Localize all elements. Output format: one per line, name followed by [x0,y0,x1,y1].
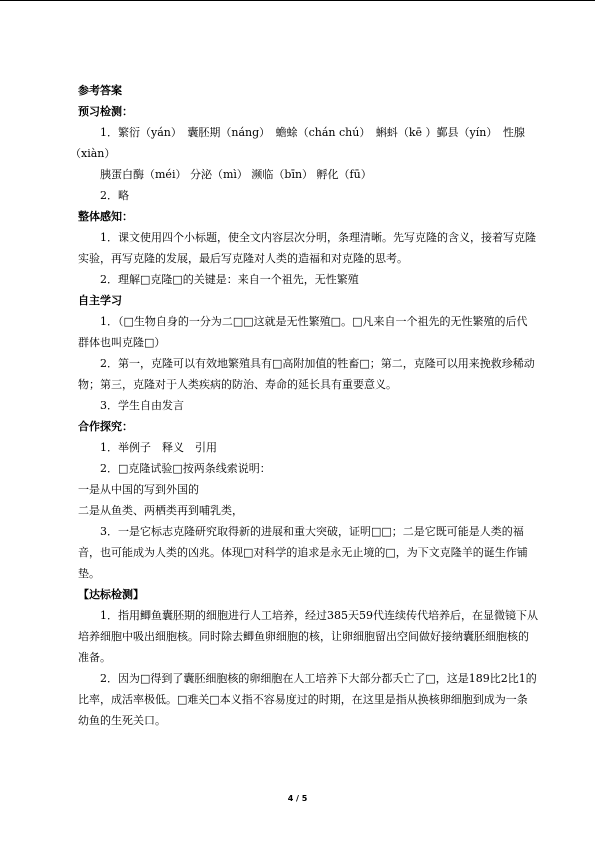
preview-line-4: 2．略 [100,189,129,202]
answer-heading: 参考答案 [78,84,122,97]
overview-paragraph-1: 1．课文使用四个小标题，使全文内容层次分明，条理清晰。先写克隆的含义，接着写克隆实验，再写克隆的发展，最后写克隆对人类的造福和对克隆的思考。 [78,231,536,265]
section-title-self-study: 自主学习 [78,294,122,307]
assessment-paragraph-2: 2．因为□得到了囊胚细胞核的卵细胞在人工培养下大部分都夭亡了□，这是189比2比1的比率，成活率极低。□难关□本义指不容易度过的时期，在这里是指从换核卵细胞到成为一条幼鱼的生死关口。 [78,672,537,727]
cooperative-line-3: 一是从中国的写到外国的 [78,483,199,496]
cooperative-paragraph-5: 3．一是它标志克隆研究取得新的进展和重大突破，证明□□；二是它既可能是人类的福音，也可能成为人类的凶兆。体现□对科学的追求是永无止境的□，为下文克隆羊的诞生作铺垫。 [78,525,528,580]
preview-line-1: 1．繁衍（yán） 囊胚期（náng） 蟾蜍（chán chú） 蝌蚪（kē ）鄞县（yín） 性腺 [100,126,525,139]
page-number: 4 / 5 [287,794,308,803]
self-study-paragraph-3: 3．学生自由发言 [100,399,184,412]
cooperative-line-2: 2．□克隆试验□按两条线索说明： [100,462,271,475]
document-body [70,80,538,731]
self-study-paragraph-2: 2．第一，克隆可以有效地繁殖具有□高附加值的牲畜□；第二，克隆可以用来挽救珍稀动物；第三，克隆对于人类疾病的防治、寿命的延长具有重要意义。 [78,357,535,391]
self-study-paragraph-1: 1．（□生物自身的一分为二□□这就是无性繁殖□。□凡来自一个祖先的无性繁殖的后代群体也叫克隆□） [78,315,528,349]
section-title-cooperative: 合作探究： [78,420,133,433]
section-title-preview: 预习检测： [78,105,133,118]
preview-line-3: 胰蛋白酶（méi） 分泌（mì） 濒临（bīn） 孵化（fū） [100,168,372,181]
cooperative-line-4: 二是从鱼类、两栖类再到哺乳类， [78,504,243,517]
preview-line-2: （xiàn） [70,147,116,160]
section-title-overview: 整体感知： [78,210,133,223]
assessment-paragraph-1: 1．指用鲫鱼囊胚期的细胞进行人工培养，经过385天59代连续传代培养后，在显微镜下从培养细胞中吸出细胞核。同时除去鲫鱼卵细胞的核，让卵细胞留出空间做好接纳囊胚细胞核的准备。 [78,609,538,664]
cooperative-line-1: 1．举例子 释义 引用 [100,441,217,454]
overview-paragraph-2: 2．理解□克隆□的关键是：来自一个祖先，无性繁殖 [100,273,359,286]
top-rule [0,0,595,1]
section-title-assessment: 【达标检测】 [78,588,144,601]
